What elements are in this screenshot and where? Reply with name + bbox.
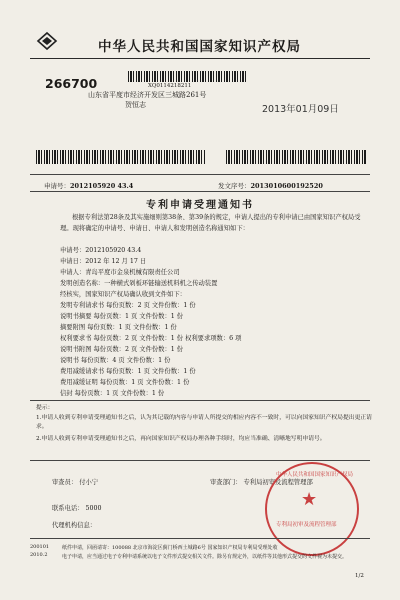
note-1: 1.申请人收到专利申请受理通知书之后，认为其记载的内容与申请人所提交的相应内容不一致时，可以向国家知识产权局提出更正请求。	[36, 415, 372, 430]
list-item: 说明书摘要 每份页数：1 页 文件份数：1 份	[60, 313, 184, 320]
list-item: 费用减缓证明 每份页数：1 页 文件份数：1 份	[60, 379, 190, 386]
postal-code: 266700	[45, 76, 98, 91]
list-item: 摘要附图 每份页数：1 页 文件份数：1 份	[60, 324, 177, 331]
page-number: 1/2	[355, 573, 364, 579]
contact-phone	[52, 503, 102, 512]
document-barcode-left	[36, 150, 206, 164]
acceptance-statement: 根据专利法第28条及其实施细则第38条、第39条的规定，申请人提出的专利申请已由国家知识产权局受理。现将确定的申请号、申请日、申请人和发明创造名称通知如下：	[60, 214, 361, 232]
document-barcode-right	[226, 150, 366, 164]
form-code-1: 200101	[30, 544, 50, 550]
recipient-name: 贺恒志	[125, 101, 146, 109]
list-item: 发明专利请求书 每份页数：2 页 文件份数：1 份	[60, 302, 196, 309]
note-2: 2.申请人收到专利申请受理通知书之后，再向国家知识产权局办理各种手续时，均应当准确、清晰地写明申请号。	[36, 436, 326, 442]
examiner-department-label: 审查部门：	[210, 479, 242, 486]
footer-line-2: 电子申请，应当通过电子专利申请系统以电子文件形式提交相关文件。除另有规定外，以纸件等其他形式提交的文件视为未提交。	[62, 554, 348, 560]
list-item: 发明创造名称：一种横式剁板环链输送机料机之传动装置	[60, 280, 218, 287]
meta-bottom-rule	[30, 191, 370, 192]
issue-number-value: 2013010600192520	[250, 182, 323, 190]
footer-rule	[30, 538, 370, 539]
document-title: 专利申请受理通知书	[146, 200, 254, 211]
list-item: 申请人：青岛平度市金泉机械有限责任公司	[60, 269, 180, 276]
seal-text: 中华人民共和国国家知识产权局	[276, 472, 354, 478]
examiner-name: 付小宁	[79, 479, 99, 486]
contact-phone-label: 联系电话：	[52, 505, 84, 512]
issue-number	[218, 181, 323, 190]
seal-star-icon: ★	[301, 489, 318, 510]
tracking-barcode	[128, 71, 248, 82]
application-number	[44, 181, 133, 190]
header-divider	[30, 58, 370, 59]
cnipa-logo-icon	[36, 31, 58, 51]
list-item: 经核实，国家知识产权局确认收到文件如下：	[60, 291, 186, 298]
contact-phone-value: 5000	[85, 505, 102, 512]
body-paragraph	[60, 212, 370, 234]
seal-department: 专利局初审及流程管理部	[276, 522, 337, 528]
date-stamp: 2013年01月09日	[262, 104, 339, 115]
list-item: 申请号：2012105920 43.4	[60, 247, 142, 254]
application-number-value: 2012105920 43.4	[70, 182, 134, 190]
examiner	[52, 477, 98, 486]
notes-top-rule	[30, 400, 370, 401]
list-item: 说明书 每份页数：4 页 文件份数：1 份	[60, 357, 171, 364]
mailing-address: 山东省平度市经济开发区三城路261号	[88, 91, 207, 99]
examiner-label: 审查员：	[52, 479, 78, 486]
footer-line-1: 纸件申请，回函请寄：100088 北京市海淀区蓟门桥西土城路6号 国家知识产权局专利局受理处收	[62, 545, 278, 551]
agent-info	[52, 520, 96, 529]
form-code-2: 2010.2	[30, 552, 48, 558]
organization-name: 中华人民共和国国家知识产权局	[98, 39, 301, 55]
list-item: 信封 每份页数：1 页 文件份数：1 份	[60, 390, 165, 397]
notes-heading: 提示：	[36, 405, 54, 411]
examiner-department-value: 专利局初审及流程管理部	[243, 479, 313, 486]
tracking-code: XQ0114218211	[148, 83, 192, 89]
agent-info-label: 代理机构信息：	[52, 522, 97, 529]
meta-top-rule	[30, 174, 370, 175]
list-item: 说明书附图 每份页数：2 页 文件份数：1 份	[60, 346, 184, 353]
issue-number-label: 发文序号：	[218, 182, 251, 190]
list-item: 费用减缓请求书 每份页数：1 页 文件份数：1 份	[60, 368, 196, 375]
list-item: 申请日：2012 年 12 月 17 日	[60, 258, 147, 265]
received-documents-list	[60, 245, 241, 399]
notes-bottom-rule	[30, 460, 370, 461]
application-number-label: 申请号：	[44, 182, 70, 190]
list-item: 权利要求书 每份页数：2 页 文件份数：1 份 权利要求项数：6 项	[60, 335, 242, 342]
